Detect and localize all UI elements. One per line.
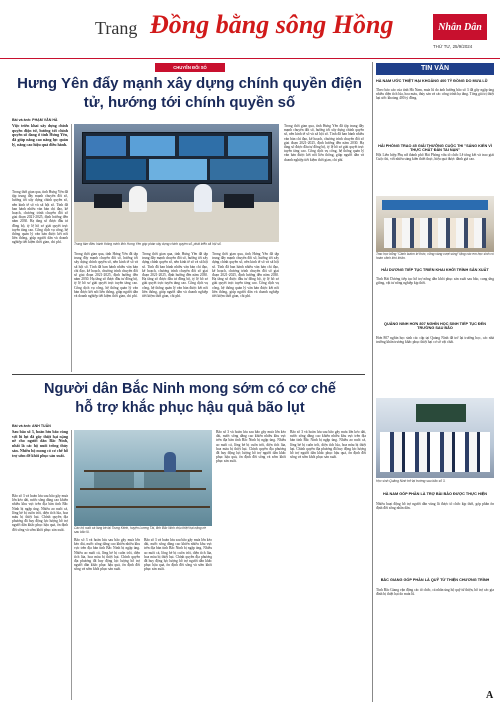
article2-body-col2: Bão số 3 và hoàn lưu sau bão gây mưa lớn kéo dài, nước sông dâng cao khiến nhiều khu vực trên địa bàn tỉnh Bắc Ninh bị ngập úng. Nhiều ao nuôi cá, lồng bè bị cuốn trôi, diện tích lúa, hoa màu bị thiệt hại. Chính quyền địa phương đã huy động lực lượng hỗ trợ người dân khắc phục hậu quả, ổn định đời sống và sớm khôi phục sản xuất. [74, 538, 140, 572]
section-title: Đồng bằng sông Hồng [150, 10, 394, 39]
masthead-rule [0, 58, 500, 59]
cage-net [144, 472, 190, 488]
cage-net [94, 472, 134, 488]
video-wall [82, 132, 272, 184]
article1-body-col3: Trong thời gian qua, tỉnh Hưng Yên đã tập trung đẩy mạnh chuyển đổi số, hướng tới xây dựng chính quyền số, nền kinh tế số và xã hội số. Tỉnh đã ban hành nhiều văn bản chỉ đạo, kế hoạch, chương trình chuyển đổi số giai đoạn 2021-2025, định hướng đến năm 2030. Hạ tầng số được đầu tư đồng bộ, tỷ lệ hồ sơ giải quyết trực tuyến tăng cao. Cổng dịch vụ công, hệ thống quản lý văn bản được kết nối liên thông, giúp người dân và doanh nghiệp tiết kiệm thời gian, chi phí. [142, 252, 208, 299]
screen-tile [228, 136, 268, 156]
page-letter: A [486, 690, 494, 701]
screen-tile [86, 159, 146, 180]
sidebar-item-body: Nhiều hoạt động hỗ trợ người dân vùng lũ được tổ chức kịp thời, góp phần ổn định đời sống nhân dân. [376, 502, 494, 511]
operator-desk [74, 202, 279, 242]
sidebar-item-body: Hơn 807 nghìn học sinh các cấp tại Quảng Ninh đã trở lại trường học, các nhà trường khẩn trương khắc phục thiệt hại cơ sở vật chất. [376, 336, 494, 345]
sidebar-item-title: HÀ NAM ƯỚC THIỆT HẠI KHOẢNG 400 TỶ ĐỒNG DO MƯA LŨ [376, 79, 488, 83]
sidebar-item-body: Theo báo cáo của tỉnh Hà Nam, mưa lũ do ảnh hưởng bão số 3 đã gây ngập úng nhiều diện tích lúa, hoa màu, thủy sản và các công trình hạ tầng. Tổng giá trị thiệt hại ước khoảng 400 tỷ đồng. [376, 88, 494, 101]
monitor [224, 194, 254, 208]
article1-body-col5: Trong thời gian qua, tỉnh Hưng Yên đã tập trung đẩy mạnh chuyển đổi số, hướng tới xây dựng chính quyền số, nền kinh tế số và xã hội số. Tỉnh đã ban hành nhiều văn bản chỉ đạo, kế hoạch, chương trình chuyển đổi số giai đoạn 2021-2025, định hướng đến năm 2030. Hạ tầng số được đầu tư đồng bộ, tỷ lệ hồ sơ giải quyết trực tuyến tăng cao. Cổng dịch vụ công, hệ thống quản lý văn bản được kết nối liên thông, giúp người dân và doanh nghiệp tiết kiệm thời gian, chi phí. [284, 124, 364, 162]
masthead [0, 0, 500, 60]
cage-frame [80, 488, 206, 490]
sidebar-item-title: BẮC GIANG GÓP PHẦN LÀ QUỸ TỪ THIỆN CHƯƠNG TRÌNH [380, 578, 490, 582]
article2-lead: Sau bão số 3, hoàn lưu bão cùng với lũ lụt đã gây thiệt hại nặng nề cho người dân Bắc Ninh, nhất là các hộ nuôi trồng thủy sản. Nhiều hộ mong có cơ chế hỗ trợ sớm để khôi phục sản xuất. [12, 430, 68, 458]
cage-frame [76, 506, 210, 508]
banner [382, 200, 488, 210]
sidebar-rule [372, 62, 373, 702]
sidebar-header [376, 63, 494, 75]
farmer-person [164, 452, 176, 472]
article-kicker: CHUYỂN ĐỔI SỐ [155, 63, 225, 72]
article2-photo-fish-cages [74, 430, 212, 526]
article1-byline: Bài và ảnh: PHẠM VĂN HÀ [12, 118, 58, 122]
sidebar-photo2-caption: Học sinh Quảng Ninh trở lại trường sau bão số 3. [376, 479, 446, 483]
operator-person [129, 186, 147, 212]
group-people [384, 218, 486, 248]
monitor [94, 194, 122, 208]
article1-photo-control-room [74, 124, 279, 242]
sidebar-item-body: Hội Liên hiệp Phụ nữ thành phố Hải Phòng vừa tổ chức Lễ tổng kết và trao giải Cuộc thi, với nhiều sáng kiến thiết thực, hiệu quả được đánh giá cao. [376, 153, 494, 162]
sidebar-item-title: HÀ NAM GÓP PHẦN LÀ TRỢ BÀI BẢO ĐƯỢC THỰC HIỆN [382, 492, 488, 496]
article2-byline: Bài và ảnh: ANH TUẤN [12, 424, 51, 428]
sidebar-header-label: TIN VĂN [421, 65, 449, 72]
article2-photo-caption: Các hộ nuôi cá lồng bè tại Trung Kênh, huyện Lương Tài, tỉnh Bắc Ninh chịu thiệt hại nặng nề sau bão lũ. [74, 526, 207, 534]
students-row [380, 432, 490, 472]
article1-lead: Việc triển khai xây dựng chính quyền điện tử, hướng tới chính quyền số đang ở tỉnh Hưng Yên, đã giúp nâng cao năng lực quản lý, nâng cao hiệu quả điều hành. [12, 124, 68, 147]
article2-headline: Người dân Bắc Ninh mong sớm có cơ chế hỗ trợ khắc phục hậu quả bão lụt [44, 381, 336, 416]
sidebar-item-title: QUẢNG NINH HƠN 807 NGHÌN HỌC SINH TIẾP TỤC ĐẾN TRƯỜNG SAU BÃO [384, 322, 486, 331]
logo-text: Nhân Dân [438, 21, 482, 33]
column-rule [71, 430, 72, 700]
sidebar-item-body: Tỉnh Hải Dương tiếp tục hỗ trợ nông dân khôi phục sản xuất sau bão, cung ứng giống, vật tư nông nghiệp kịp thời. [376, 277, 494, 286]
sidebar-photo-students [376, 398, 494, 478]
article1-body-col2: Trong thời gian qua, tỉnh Hưng Yên đã tập trung đẩy mạnh chuyển đổi số, hướng tới xây dựng chính quyền số, nền kinh tế số và xã hội số. Tỉnh đã ban hành nhiều văn bản chỉ đạo, kế hoạch, chương trình chuyển đổi số giai đoạn 2021-2025, định hướng đến năm 2030. Hạ tầng số được đầu tư đồng bộ, tỷ lệ hồ sơ giải quyết trực tuyến tăng cao. Cổng dịch vụ công, hệ thống quản lý văn bản được kết nối liên thông, giúp người dân và doanh nghiệp tiết kiệm thời gian, chi phí. [74, 252, 138, 299]
article1-body-col4: Trong thời gian qua, tỉnh Hưng Yên đã tập trung đẩy mạnh chuyển đổi số, hướng tới xây dựng chính quyền số, nền kinh tế số và xã hội số. Tỉnh đã ban hành nhiều văn bản chỉ đạo, kế hoạch, chương trình chuyển đổi số giai đoạn 2021-2025, định hướng đến năm 2030. Hạ tầng số được đầu tư đồng bộ, tỷ lệ hồ sơ giải quyết trực tuyến tăng cao. Cổng dịch vụ công, hệ thống quản lý văn bản được kết nối liên thông, giúp người dân và doanh nghiệp tiết kiệm thời gian, chi phí. [212, 252, 279, 299]
sidebar-item-title: HẢI PHÒNG TRAO 45 GIẢI THƯỞNG CUỘC THI "SÁNG KIẾN VÌ THỰC CHẤT ĐẢN TAI NẠN" [378, 144, 492, 153]
issue-date: THỨ TƯ, 25/9/2024 [433, 44, 473, 49]
article2-body-col1: Bão số 3 và hoàn lưu sau bão gây mưa lớn kéo dài, nước sông dâng cao khiến nhiều khu vực trên địa bàn tỉnh Bắc Ninh bị ngập úng. Nhiều ao nuôi cá, lồng bè bị cuốn trôi, diện tích lúa, hoa màu bị thiệt hại. Chính quyền địa phương đã huy động lực lượng hỗ trợ người dân khắc phục hậu quả, ổn định đời sống và sớm khôi phục sản xuất. [12, 494, 68, 532]
operator-person [194, 184, 212, 212]
sidebar-photo-award [376, 196, 494, 252]
article2-body-col3: Bão số 3 và hoàn lưu sau bão gây mưa lớn kéo dài, nước sông dâng cao khiến nhiều khu vực trên địa bàn tỉnh Bắc Ninh bị ngập úng. Nhiều ao nuôi cá, lồng bè bị cuốn trôi, diện tích lúa, hoa màu bị thiệt hại. Chính quyền địa phương đã huy động lực lượng hỗ trợ người dân khắc phục hậu quả, ổn định đời sống và sớm khôi phục sản xuất. [144, 538, 212, 572]
sidebar-item-title: HẢI DƯƠNG TIẾP TỤC TRIỂN KHAI KHỞI TRÌNH SẢN XUẤT [381, 268, 489, 272]
article2-body-col4: Bão số 3 và hoàn lưu sau bão gây mưa lớn kéo dài, nước sông dâng cao khiến nhiều khu vực trên địa bàn tỉnh Bắc Ninh bị ngập úng. Nhiều ao nuôi cá, lồng bè bị cuốn trôi, diện tích lúa, hoa màu bị thiệt hại. Chính quyền địa phương đã huy động lực lượng hỗ trợ người dân khắc phục hậu quả, ổn định đời sống và sớm khôi phục sản xuất. [216, 430, 286, 464]
sidebar-item-body: Tỉnh Bắc Giang vận động các tổ chức, cá nhân ủng hộ quỹ từ thiện, hỗ trợ các gia đình bị thiệt hại do mưa lũ. [376, 588, 494, 597]
classroom-board [416, 404, 466, 422]
screen-tile [149, 159, 207, 180]
masthead-prefix: Trang [95, 18, 138, 38]
article1-photo-caption: Trung tâm điều hành thông minh tỉnh Hưng Yên góp phần xây dựng chính quyền số, phát triển xã hội số. [74, 242, 222, 246]
sidebar-photo1-caption: Trao học bổng "Cánh buồm tri thức, vững vàng vượt sóng" tặng các em học sinh có hoàn cảnh khó khăn. [376, 252, 494, 260]
article-divider [12, 374, 365, 375]
screen-tile [210, 159, 268, 180]
article2-body-col5: Bão số 3 và hoàn lưu sau bão gây mưa lớn kéo dài, nước sông dâng cao khiến nhiều khu vực trên địa bàn tỉnh Bắc Ninh bị ngập úng. Nhiều ao nuôi cá, lồng bè bị cuốn trôi, diện tích lúa, hoa màu bị thiệt hại. Chính quyền địa phương đã huy động lực lượng hỗ trợ người dân khắc phục hậu quả, ổn định đời sống và sớm khôi phục sản xuất. [290, 430, 366, 460]
article1-headline: Hưng Yên đẩy mạnh xây dựng chính quyền điện tử, hướng tới chính quyền số [17, 75, 362, 111]
screen-tile [179, 136, 224, 156]
column-rule [71, 124, 72, 372]
article1-body-col1: Trong thời gian qua, tỉnh Hưng Yên đã tập trung đẩy mạnh chuyển đổi số, hướng tới xây dựng chính quyền số, nền kinh tế số và xã hội số. Tỉnh đã ban hành nhiều văn bản chỉ đạo, kế hoạch, chương trình chuyển đổi số giai đoạn 2021-2025, định hướng đến năm 2030. Hạ tầng số được đầu tư đồng bộ, tỷ lệ hồ sơ giải quyết trực tuyến tăng cao. Cổng dịch vụ công, hệ thống quản lý văn bản được kết nối liên thông, giúp người dân và doanh nghiệp tiết kiệm thời gian, chi phí. [12, 190, 68, 245]
screen-tile [86, 136, 126, 156]
screen-tile [130, 136, 175, 156]
newspaper-logo [433, 14, 487, 40]
